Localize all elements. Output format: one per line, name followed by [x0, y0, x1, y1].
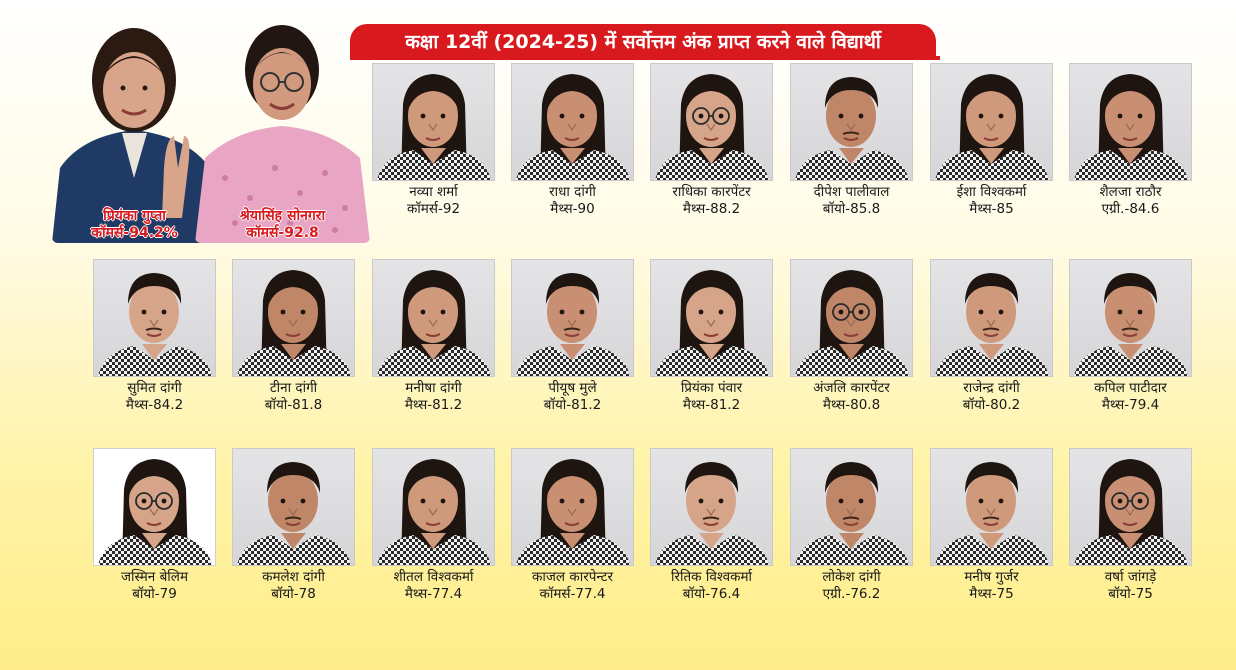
heading-banner: कक्षा 12वीं (2024-25) में सर्वोत्तम अंक प्राप्त करने वाले विद्यार्थी [350, 24, 936, 58]
student-name: दीपेश पालीवाल [813, 184, 890, 200]
student-photo [790, 63, 913, 181]
student-name: मनीष गुर्जर [964, 569, 1019, 585]
student-score: बॉयो-79 [132, 586, 177, 602]
student-card [1069, 259, 1192, 414]
student-score: बॉयो-76.4 [682, 586, 741, 602]
student-card [650, 448, 773, 603]
student-card [372, 259, 495, 414]
student-photo [1069, 63, 1192, 181]
student-score: मैथ्स-81.2 [404, 397, 463, 413]
student-photo [790, 259, 913, 377]
student-card [232, 259, 355, 414]
student-card [511, 259, 634, 414]
student-card [650, 259, 773, 414]
student-name: काजल कारपेन्टर [532, 569, 613, 585]
student-score: मैथ्स-80.8 [822, 397, 881, 413]
topper-name: प्रियंका गुप्ता [103, 208, 166, 224]
student-name: मनीषा दांगी [405, 380, 462, 396]
student-card [372, 63, 495, 218]
student-card [93, 259, 216, 414]
student-score: एग्री.-84.6 [1101, 201, 1160, 217]
student-score: एग्री.-76.2 [822, 586, 881, 602]
topper-card [195, 18, 370, 248]
student-name: प्रियंका पंवार [680, 380, 743, 396]
student-name: अंजलि कारपेंटर [813, 380, 890, 396]
student-score: बॉयो-81.2 [543, 397, 602, 413]
student-photo [511, 63, 634, 181]
topper-score: कॉमर्स-92.8 [246, 225, 319, 241]
student-card [930, 63, 1053, 218]
student-photo [232, 259, 355, 377]
student-card [790, 63, 913, 218]
student-score: मैथ्स-77.4 [404, 586, 463, 602]
student-card [930, 259, 1053, 414]
topper-score: कॉमर्स-94.2% [91, 225, 178, 241]
student-name: रितिक विश्वकर्मा [670, 569, 753, 585]
student-score: कॉमर्स-92 [406, 201, 461, 217]
student-name: कपिल पाटीदार [1094, 380, 1167, 396]
student-name: जस्मिन बेलिम [120, 569, 189, 585]
student-score: मैथ्स-79.4 [1101, 397, 1160, 413]
student-score: मैथ्स-85 [969, 201, 1014, 217]
student-card [1069, 448, 1192, 603]
student-photo [930, 448, 1053, 566]
student-card [790, 259, 913, 414]
student-photo [930, 259, 1053, 377]
student-name: सुमित दांगी [127, 380, 182, 396]
student-score: बॉयो-75 [1108, 586, 1153, 602]
topper-card [52, 18, 217, 248]
student-photo [790, 448, 913, 566]
student-photo [232, 448, 355, 566]
student-name: टीना दांगी [269, 380, 318, 396]
student-card [790, 448, 913, 603]
student-name: नव्या शर्मा [409, 184, 458, 200]
student-score: बॉयो-85.8 [822, 201, 881, 217]
student-card [1069, 63, 1192, 218]
student-card [511, 448, 634, 603]
student-card [511, 63, 634, 218]
student-score: कॉमर्स-77.4 [539, 586, 606, 602]
student-name: कमलेश दांगी [262, 569, 325, 585]
student-photo [372, 259, 495, 377]
student-photo [650, 448, 773, 566]
student-card [650, 63, 773, 218]
student-name: पीयूष मुले [548, 380, 597, 396]
student-name: शीतल विश्वकर्मा [393, 569, 474, 585]
student-name: ईशा विश्वकर्मा [956, 184, 1027, 200]
student-photo [93, 259, 216, 377]
student-photo [372, 63, 495, 181]
student-score: बॉयो-81.8 [264, 397, 323, 413]
student-card [930, 448, 1053, 603]
student-photo [1069, 448, 1192, 566]
student-name: वर्षा जांगड़े [1104, 569, 1157, 585]
heading-underline [350, 56, 940, 60]
student-name: लोकेश दांगी [822, 569, 881, 585]
student-photo [511, 259, 634, 377]
student-card [93, 448, 216, 603]
student-photo [511, 448, 634, 566]
student-score: बॉयो-78 [271, 586, 316, 602]
student-name: राधिका कारपेंटर [672, 184, 751, 200]
student-photo [650, 63, 773, 181]
student-score: मैथ्स-81.2 [682, 397, 741, 413]
student-photo [93, 448, 216, 566]
student-photo [930, 63, 1053, 181]
student-name: राधा दांगी [549, 184, 596, 200]
student-photo [372, 448, 495, 566]
student-photo [650, 259, 773, 377]
student-score: मैथ्स-90 [550, 201, 595, 217]
student-score: मैथ्स-75 [969, 586, 1014, 602]
student-score: बॉयो-80.2 [962, 397, 1021, 413]
student-card [232, 448, 355, 603]
topper-name: श्रेयासिंह सोनगरा [239, 208, 326, 224]
student-score: मैथ्स-88.2 [682, 201, 741, 217]
student-name: राजेन्द्र दांगी [963, 380, 1020, 396]
student-card [372, 448, 495, 603]
student-photo [1069, 259, 1192, 377]
student-name: शैलजा राठौर [1099, 184, 1162, 200]
student-score: मैथ्स-84.2 [125, 397, 184, 413]
